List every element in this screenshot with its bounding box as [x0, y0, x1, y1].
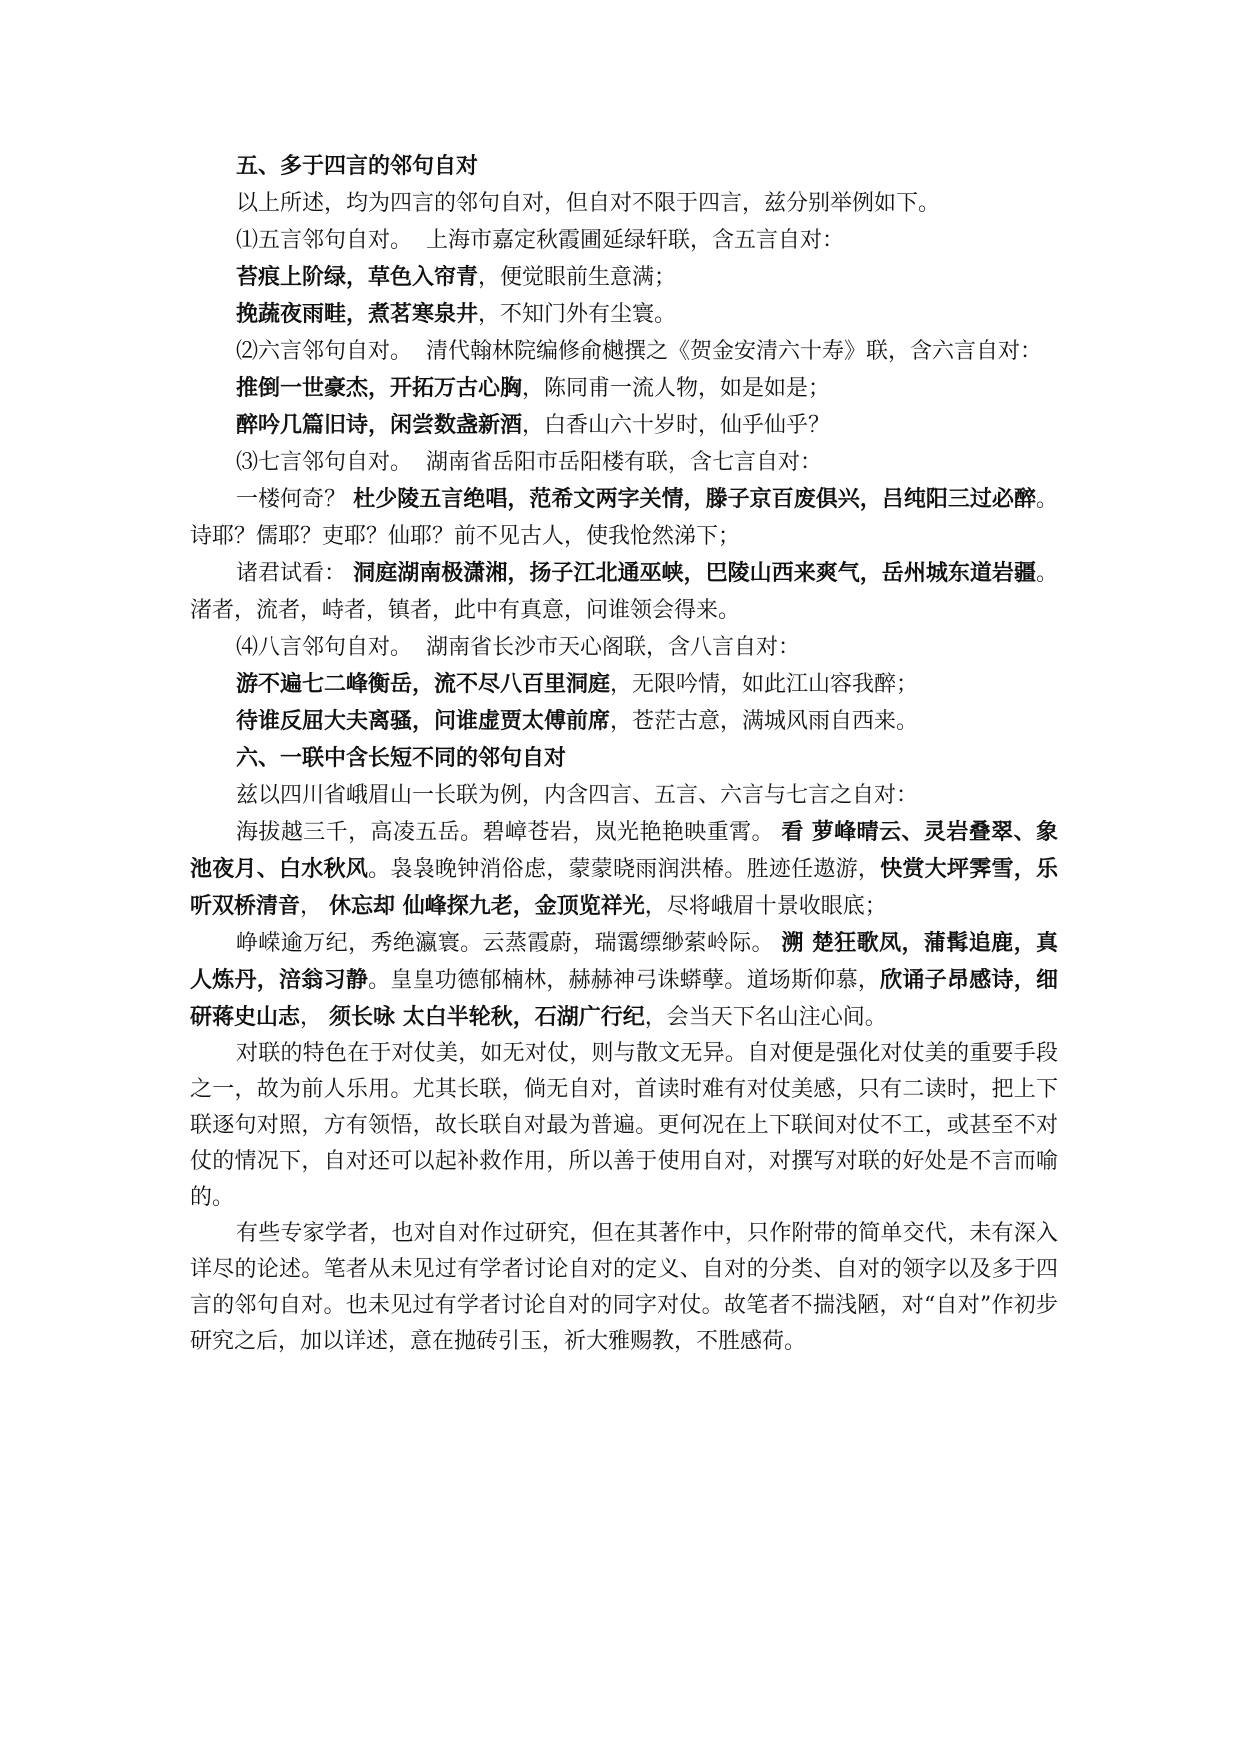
couplet-self-pair: 看 萝峰晴云、灵岩叠翠、象池夜月、白水秋风: [190, 819, 1058, 882]
couplet-text: 。袅袅晚钟消俗虑，蒙蒙晓雨润洪椿。胜迹任遨游，: [368, 857, 881, 882]
couplet-text: ，白香山六十岁时，仙乎仙乎？: [522, 413, 831, 438]
couplet-text: ，会当天下名山注心间。: [644, 1005, 887, 1030]
essay-paragraph-1: 对联的特色在于对仗美，如无对仗，则与散文无异。自对便是强化对仗美的重要手段之一，故为前人乐用。尤其长联，倘无自对，首读时难有对仗美感，只有二读时，把上下联逐句对照，方有领悟，故长联自对最为普遍。更何况在上下联间对仗不工，或甚至不对仗的情况下，自对还可以起补救作用，所以善于使用自对，对撰写对联的好处是不言而喻的。: [190, 1041, 1058, 1210]
couplet-self-pair: 欣诵子昂感诗，细研蒋史山志: [190, 967, 1058, 1030]
couplet-self-pair: 推倒一世豪杰，开拓万古心胸: [236, 375, 523, 401]
couplet-self-pair: 洞庭湖南极潇湘，扬子江北通巫峡，巴陵山西来爽气，岳州城东道岩疆: [353, 560, 1036, 586]
example-4-header: [190, 629, 1058, 666]
example-4-line-1: [190, 666, 1058, 703]
couplet-text: ，: [300, 894, 323, 919]
couplet-lead: 一楼何奇？: [236, 487, 347, 512]
couplet-self-pair: 休忘却 仙峰探九老，金顶览祥光: [329, 893, 645, 919]
example-1-line-1: [190, 259, 1058, 296]
example-3-line-1: [190, 481, 1058, 555]
couplet-text: ，: [300, 1005, 323, 1030]
example-4-label: ⑷八言邻句自对。: [236, 635, 413, 660]
couplet-text: ，便觉眼前生意满；: [478, 265, 677, 290]
couplet-text: ，苍茫古意，满城风雨自西来。: [610, 709, 919, 734]
section-5-heading: 五、多于四言的邻句自对: [236, 153, 479, 179]
example-3-line-2: [190, 555, 1058, 629]
example-1-label: ⑴五言邻句自对。: [236, 228, 413, 253]
example-1-line-2: [190, 296, 1058, 333]
couplet-text: 峥嵘逾万纪，秀绝瀛寰。云蒸霞蔚，瑞霭缥缈萦岭际。: [236, 931, 774, 956]
example-3-desc: 湖南省岳阳市岳阳楼有联，含七言自对：: [426, 450, 823, 475]
couplet-self-pair: 醉吟几篇旧诗，闲尝数盏新酒: [236, 412, 523, 438]
example-2-header: [190, 333, 1058, 370]
example-3-header: [190, 444, 1058, 481]
couplet-text: ，陈同甫一流人物，如是如是；: [522, 376, 831, 401]
couplet-self-pair: 游不遍七二峰衡岳，流不尽八百里洞庭: [236, 671, 611, 697]
couplet-lead: 诸君试看：: [236, 561, 347, 586]
couplet-self-pair: 须长咏 太白半轮秋，石湖广行纪: [329, 1004, 645, 1030]
example-3-label: ⑶七言邻句自对。: [236, 450, 413, 475]
example-2-label: ⑵六言邻句自对。: [236, 339, 413, 364]
couplet-text: ，不知门外有尘寰。: [478, 302, 677, 327]
section-6-intro: 兹以四川省峨眉山一长联为例，内含四言、五言、六言与七言之自对：: [236, 783, 919, 808]
couplet-text: 海拔越三千，高凌五岳。碧嶂苍岩，岚光艳艳映重霄。: [236, 820, 774, 845]
couplet-self-pair: 快赏大坪霁雪，乐听双桥清音: [190, 856, 1058, 919]
example-1-desc: 上海市嘉定秋霞圃延绿轩联，含五言自对：: [426, 228, 845, 253]
emei-upper-couplet: [190, 814, 1058, 925]
couplet-text: 。渚者，流者，峙者，镇者，此中有真意，问谁领会得来。: [190, 561, 1058, 623]
example-2-desc: 清代翰林院编修俞樾撰之《贺金安清六十寿》联，含六言自对：: [426, 339, 1043, 364]
example-2-line-2: [190, 407, 1058, 444]
couplet-self-pair: 杜少陵五言绝唱，范希文两字关情，滕子京百废俱兴，吕纯阳三过必醉: [353, 486, 1036, 512]
couplet-self-pair: 溯 楚狂歌凤，蒲髯追鹿，真人炼丹，涪翁习静: [190, 930, 1058, 993]
couplet-text: 。诗耶？儒耶？吏耶？仙耶？前不见古人，使我怆然涕下；: [190, 487, 1058, 549]
example-4-desc: 湖南省长沙市天心阁联，含八言自对：: [426, 635, 801, 660]
couplet-text: ，尽将峨眉十景收眼底；: [644, 894, 887, 919]
couplet-self-pair: 待谁反屈大夫离骚，问谁虚贾太傅前席: [236, 708, 611, 734]
document-page: [190, 148, 1058, 1360]
example-4-line-2: [190, 703, 1058, 740]
couplet-text: 。皇皇功德郁楠林，赫赫神弓诛蟒孽。道场斯仰慕，: [368, 968, 881, 993]
section-6-heading: 六、一联中含长短不同的邻句自对: [236, 745, 567, 771]
example-2-line-1: [190, 370, 1058, 407]
section-5-intro: 以上所述，均为四言的邻句自对，但自对不限于四言，兹分别举例如下。: [236, 191, 941, 216]
couplet-self-pair: 挽蔬夜雨畦，煮茗寒泉井: [236, 301, 479, 327]
example-1-header: [190, 222, 1058, 259]
couplet-self-pair: 苔痕上阶绿，草色入帘青: [236, 264, 479, 290]
couplet-text: ，无限吟情，如此江山容我醉；: [610, 672, 919, 697]
emei-lower-couplet: [190, 925, 1058, 1036]
essay-paragraph-2: 有些专家学者，也对自对作过研究，但在其著作中，只作附带的简单交代，未有深入详尽的论述。笔者从未见过有学者讨论自对的定义、自对的分类、自对的领字以及多于四言的邻句自对。也未见过有学者讨论自对的同字对仗。故笔者不揣浅陋，对“自对”作初步研究之后，加以详述，意在抛砖引玉，祈大雅赐教，不胜感荷。: [190, 1221, 1058, 1354]
